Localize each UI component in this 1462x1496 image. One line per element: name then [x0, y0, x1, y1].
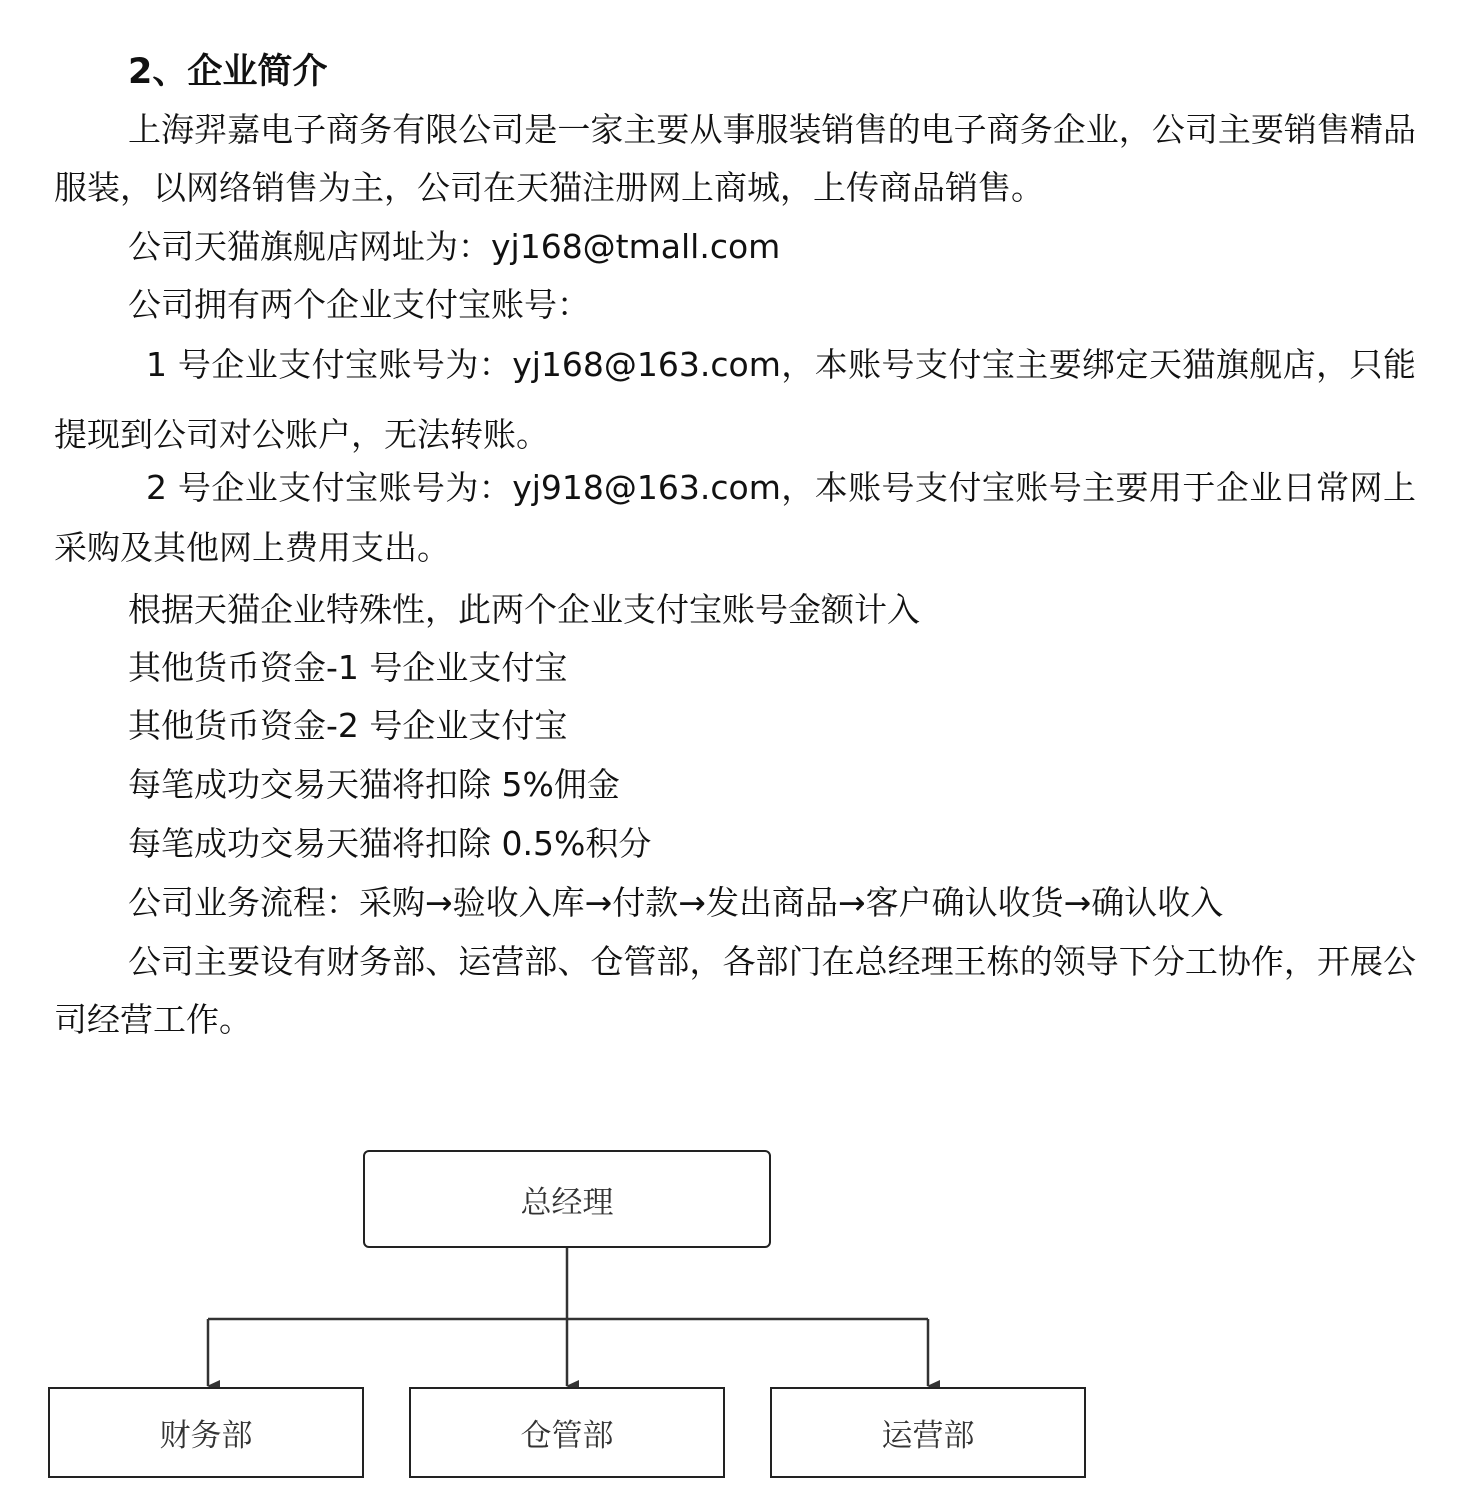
- account-1-line: 其他货币资金-1 号企业支付宝: [128, 648, 568, 687]
- intro-paragraph: 上海羿嘉电子商务有限公司是一家主要从事服装销售的电子商务企业，公司主要销售精品服装，以网络销售为主，公司在天猫注册网上商城，上传商品销售。: [54, 110, 1416, 207]
- points-line: 每笔成功交易天猫将扣除 0.5%积分: [128, 824, 652, 863]
- org-node-warehouse-department: 仓管部: [409, 1387, 725, 1478]
- account-2-line: 其他货币资金-2 号企业支付宝: [128, 706, 568, 745]
- alipay-account-1-paragraph: 1 号企业支付宝账号为：yj168@163.com，本账号支付宝主要绑定天猫旗舰店，只能提现到公司对公账户，无法转账。: [54, 345, 1416, 454]
- accounting-basis-line: 根据天猫企业特殊性，此两个企业支付宝账号金额计入: [128, 590, 920, 629]
- departments-paragraph: 公司主要设有财务部、运营部、仓管部，各部门在总经理王栋的领导下分工协作，开展公司经营工作。: [54, 942, 1416, 1039]
- process-line: 公司业务流程：采购→验收入库→付款→发出商品→客户确认收货→确认收入: [128, 883, 1224, 922]
- alipay-account-2-paragraph: 2 号企业支付宝账号为：yj918@163.com，本账号支付宝账号主要用于企业日常网上采购及其他网上费用支出。: [54, 468, 1416, 567]
- tmall-url-line: 公司天猫旗舰店网址为：yj168@tmall.com: [128, 227, 781, 266]
- org-node-operations-department: 运营部: [770, 1387, 1086, 1478]
- commission-line: 每笔成功交易天猫将扣除 5%佣金: [128, 765, 620, 804]
- org-node-finance-department: 财务部: [48, 1387, 364, 1478]
- org-node-general-manager: 总经理: [363, 1150, 771, 1248]
- section-heading: 2、企业简介: [128, 52, 328, 92]
- alipay-count-line: 公司拥有两个企业支付宝账号：: [128, 285, 590, 324]
